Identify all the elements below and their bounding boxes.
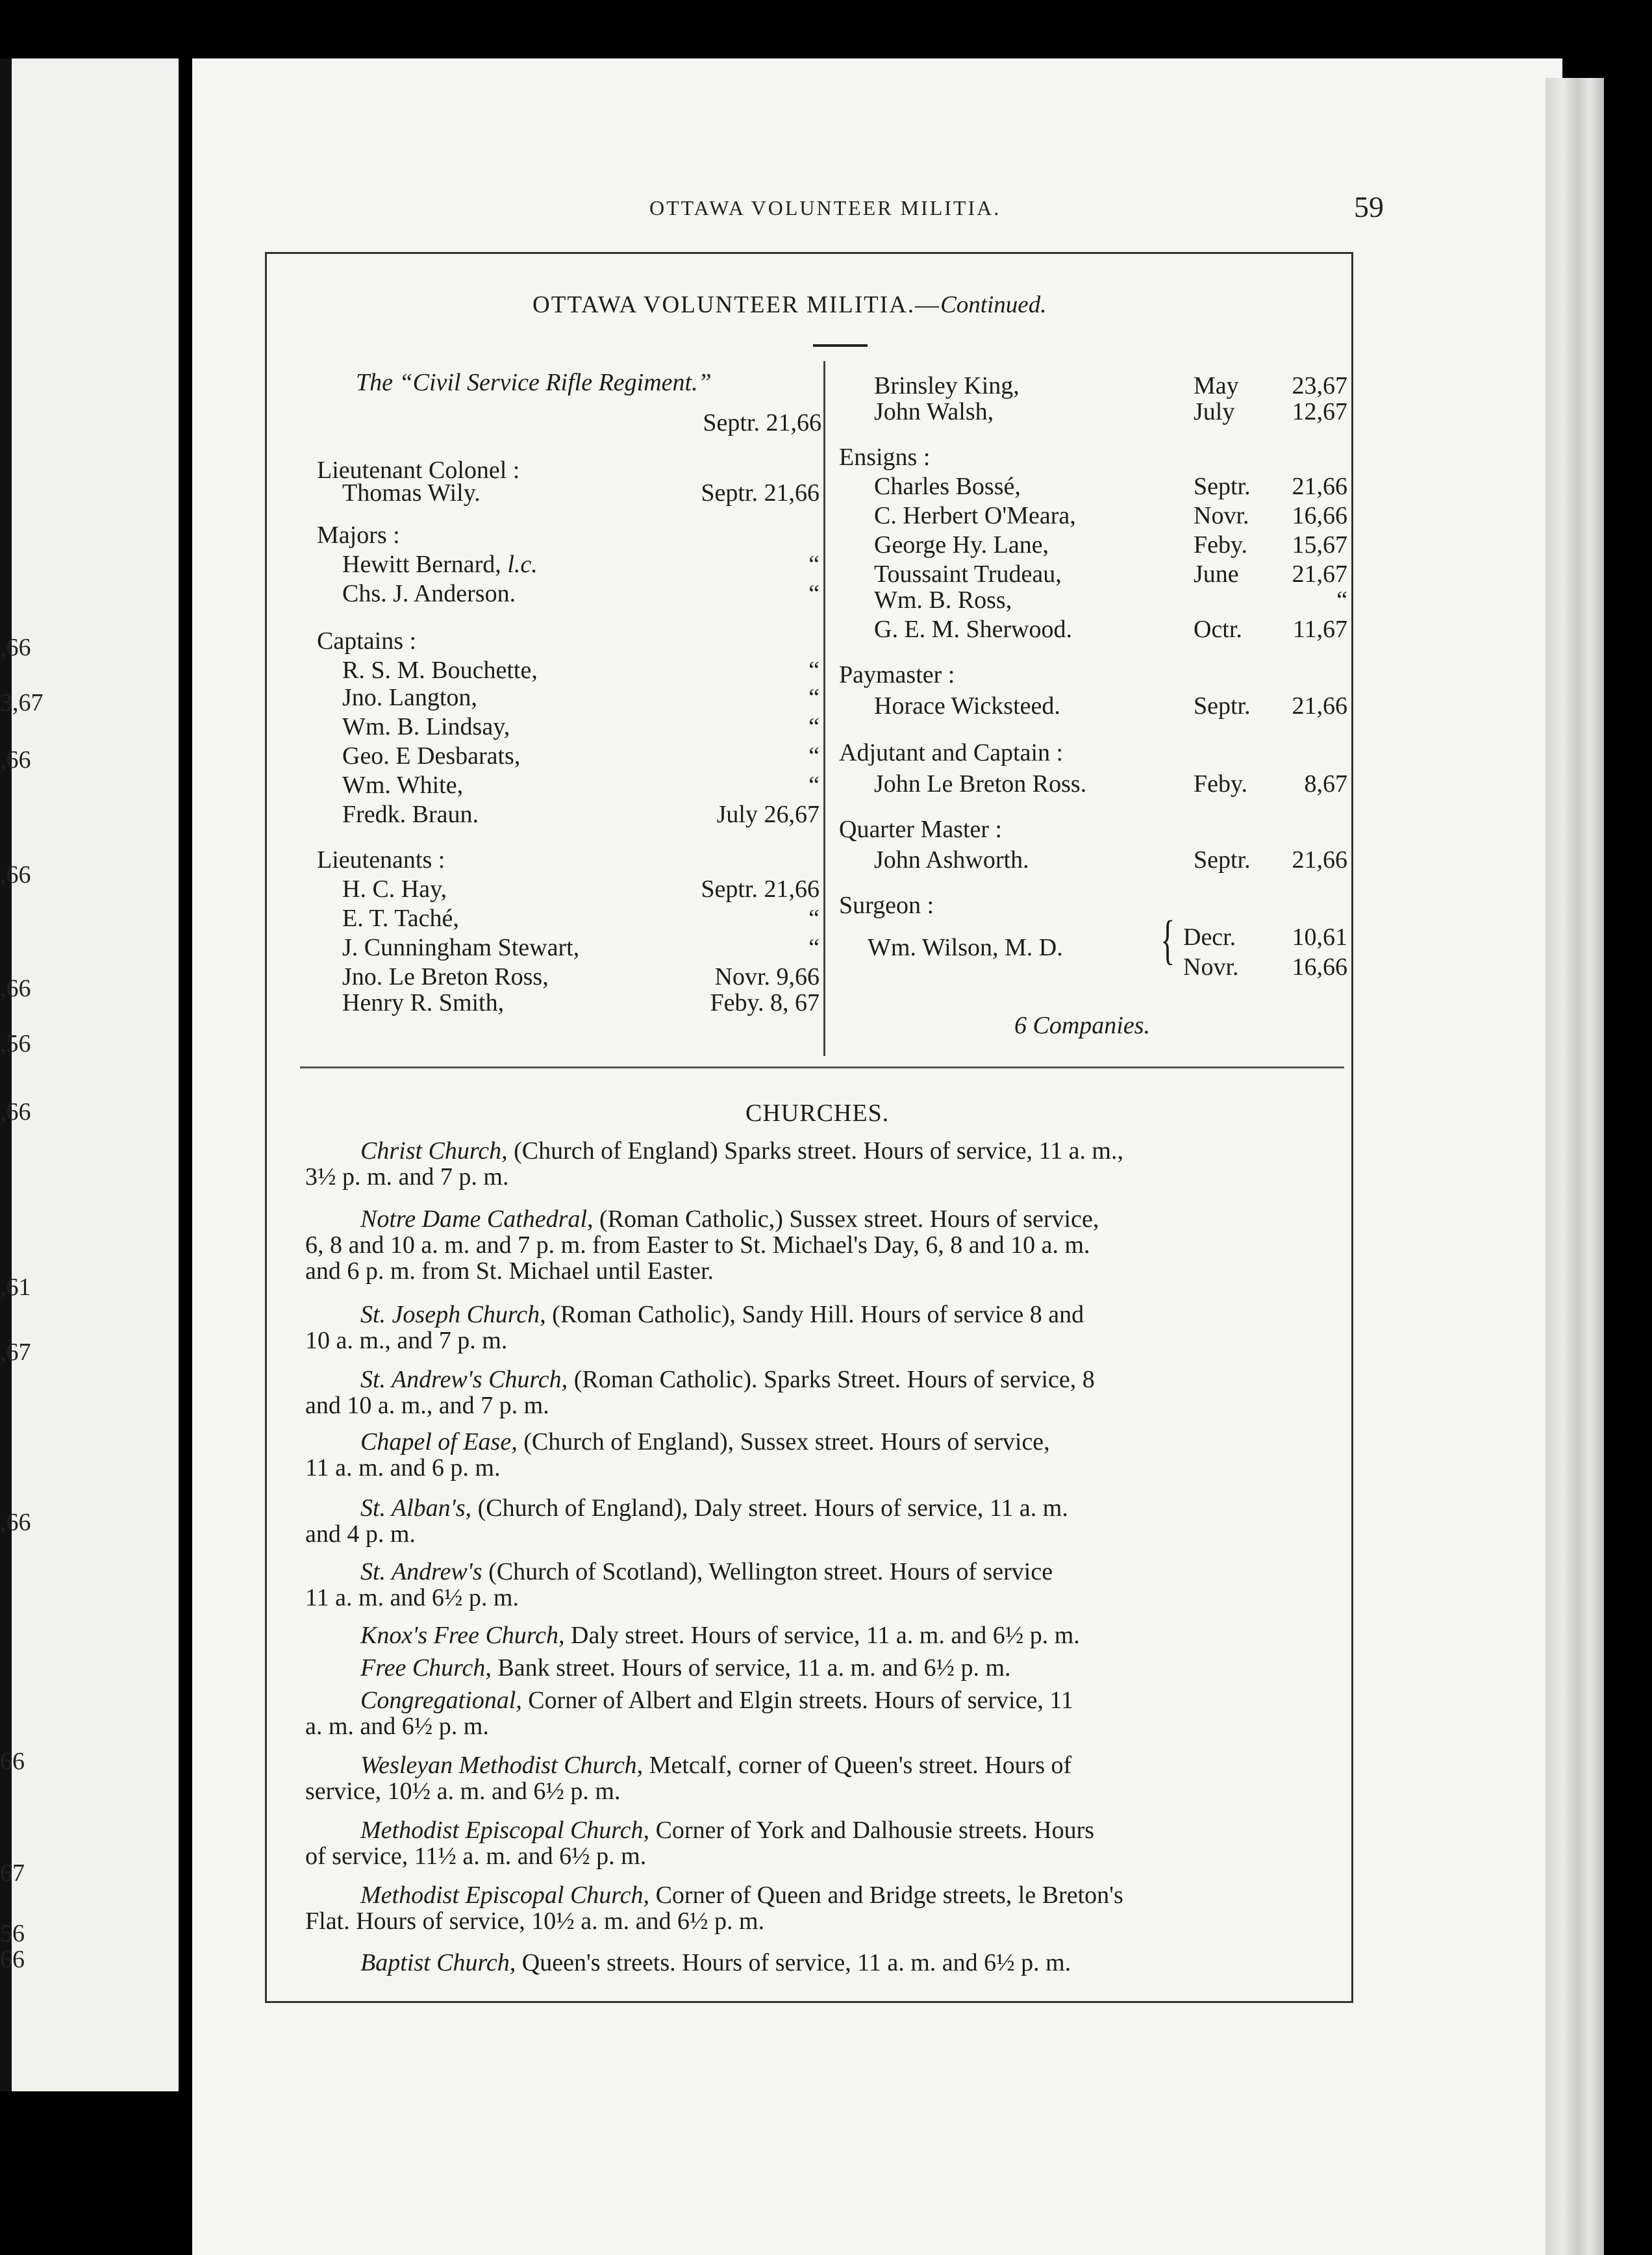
church-name: Free Church, xyxy=(360,1654,492,1682)
officer-name: Toussaint Trudeau, xyxy=(874,561,1062,588)
brace-glyph: { xyxy=(1160,910,1175,970)
regiment-date: Septr. 21,66 xyxy=(703,409,821,436)
officer-name: Horace Wicksteed. xyxy=(874,692,1060,720)
officer-date-day: 15,67 xyxy=(1292,531,1347,559)
church-entry-line xyxy=(360,1654,1011,1682)
church-entry-line xyxy=(360,1428,1050,1456)
rank-heading: Captains : xyxy=(317,627,417,655)
officer-date-day: 21,67 xyxy=(1292,561,1347,588)
page-edges xyxy=(1546,78,1604,2255)
officer-date-day: “ xyxy=(1336,586,1347,614)
church-details: Daly street. Hours of service, 11 a. m. and 6½ p. m. xyxy=(564,1622,1080,1649)
church-entry-line xyxy=(360,1300,1084,1329)
church-details: (Church of Scotland), Wellington street. Hours of service xyxy=(482,1558,1053,1585)
officer-date: Septr. 21,66 xyxy=(701,876,820,903)
officer-name xyxy=(342,581,516,606)
church-entry-line xyxy=(360,1751,1071,1780)
officer-name-text: Henry R. Smith, xyxy=(342,989,505,1016)
church-name: Baptist Church, xyxy=(360,1949,516,1976)
left-page-fragment-text: 67 xyxy=(0,1859,25,1887)
officer-name xyxy=(342,658,538,683)
left-page-fragment-text: ,66 xyxy=(0,975,31,1002)
officer-date: Novr. 9,66 xyxy=(714,963,820,990)
church-entry-line xyxy=(360,1881,1123,1909)
title-rule xyxy=(813,344,868,347)
officer-date-day: 12,67 xyxy=(1292,398,1347,425)
officer-name xyxy=(342,685,477,710)
officer-name: C. Herbert O'Meara, xyxy=(874,502,1076,529)
church-entry-line: 11 a. m. and 6 p. m. xyxy=(305,1454,501,1481)
officer-name xyxy=(342,744,520,768)
church-details: Metcalf, corner of Queen's street. Hours of xyxy=(643,1752,1072,1779)
church-entry-line: of service, 11½ a. m. and 6½ p. m. xyxy=(305,1843,647,1870)
officer-name-suffix: l.c. xyxy=(507,551,538,578)
church-name: Christ Church, xyxy=(360,1137,508,1165)
officer-date-day: 21,66 xyxy=(1292,846,1347,874)
officer-date-day: 23,67 xyxy=(1292,372,1347,399)
left-page-fragment-text: 66 xyxy=(0,1946,25,1973)
officer-date-month: July xyxy=(1194,398,1235,425)
officer-name: John Le Breton Ross. xyxy=(874,770,1087,798)
church-entry-line: and 4 p. m. xyxy=(305,1520,416,1548)
left-page-dark-edge xyxy=(0,58,12,2091)
church-entry-line: 10 a. m., and 7 p. m. xyxy=(305,1327,508,1354)
church-entry-line: 3½ p. m. and 7 p. m. xyxy=(305,1163,509,1190)
church-entry-line: a. m. and 6½ p. m. xyxy=(305,1713,489,1740)
church-details: Corner of Albert and Elgin streets. Hours of service, 11 xyxy=(521,1687,1073,1714)
church-name: Knox's Free Church, xyxy=(360,1622,565,1649)
church-entry-line xyxy=(360,1948,1071,1977)
church-entry-line: Flat. Hours of service, 10½ a. m. and 6½ p. m. xyxy=(305,1908,765,1935)
officer-date-month: May xyxy=(1194,372,1239,399)
church-entry-line xyxy=(360,1137,1123,1165)
church-details: Corner of Queen and Bridge streets, le Breton's xyxy=(649,1882,1123,1909)
officer-name xyxy=(342,714,510,739)
church-entry-line: 6, 8 and 10 a. m. and 7 p. m. from Easter to St. Michael's Day, 6, 8 and 10 a. m. xyxy=(305,1231,1090,1259)
officer-name: Wm. B. Ross, xyxy=(874,586,1012,614)
officer-name xyxy=(342,773,463,798)
officer-name: Brinsley King, xyxy=(874,372,1020,399)
church-details: Bank street. Hours of service, 11 a. m. and 6½ p. m. xyxy=(491,1654,1011,1682)
officer-name xyxy=(342,877,447,901)
officer-date-day: 10,61 xyxy=(1292,924,1347,951)
officer-date-day: 16,66 xyxy=(1292,502,1347,529)
officer-date: Feby. 8, 67 xyxy=(710,989,820,1016)
officer-name-text: Jno. Langton, xyxy=(342,684,477,711)
church-details: Queen's streets. Hours of service, 11 a. m. and 6½ p. m. xyxy=(516,1949,1071,1976)
church-name: St. Andrew's Church, xyxy=(360,1366,568,1393)
officer-date: “ xyxy=(808,905,820,932)
church-details: Corner of York and Dalhousie streets. Hours xyxy=(649,1817,1095,1844)
officer-name xyxy=(342,802,479,827)
section-title xyxy=(532,291,1046,319)
officer-name-text: Hewitt Bernard, xyxy=(342,551,501,578)
officer-name xyxy=(342,552,538,577)
church-name: Methodist Episcopal Church, xyxy=(360,1882,650,1909)
rank-heading: Paymaster : xyxy=(839,661,955,688)
officer-date: “ xyxy=(808,772,820,799)
church-entry-line xyxy=(360,1816,1094,1845)
officer-name xyxy=(342,990,504,1015)
officer-name-text: Wm. B. Lindsay, xyxy=(342,713,510,740)
officer-name-text: Chs. J. Anderson. xyxy=(342,580,516,607)
officer-date-month: Feby. xyxy=(1194,770,1248,798)
left-page-fragment xyxy=(0,58,181,2091)
officer-name: Wm. Wilson, M. D. xyxy=(868,934,1063,961)
church-entry-line xyxy=(360,1494,1068,1522)
church-entry-line xyxy=(360,1557,1053,1586)
officer-name: John Ashworth. xyxy=(874,846,1029,874)
rank-heading: Quarter Master : xyxy=(839,816,1003,843)
officer-date-month: Novr. xyxy=(1183,953,1239,981)
church-name: Methodist Episcopal Church, xyxy=(360,1817,650,1844)
church-name: St. Joseph Church, xyxy=(360,1301,546,1328)
section-title-main: OTTAWA VOLUNTEER MILITIA.— xyxy=(532,292,941,318)
officer-date-day: 21,66 xyxy=(1292,473,1347,500)
officer-name: George Hy. Lane, xyxy=(874,531,1049,559)
churches-heading: CHURCHES. xyxy=(745,1100,890,1127)
officer-name xyxy=(342,964,549,989)
officer-date: “ xyxy=(808,580,820,607)
officer-name-text: J. Cunningham Stewart, xyxy=(342,934,580,961)
officer-name-text: Fredk. Braun. xyxy=(342,801,479,828)
officer-date-month: Feby. xyxy=(1194,531,1248,559)
officer-name xyxy=(342,481,481,505)
officer-date-month: Decr. xyxy=(1183,924,1236,951)
church-details: (Church of England), Daly street. Hours of service, 11 a. m. xyxy=(471,1494,1068,1522)
left-page-fragment-text: ,66 xyxy=(0,1509,31,1536)
officer-date-month: June xyxy=(1194,561,1239,588)
church-name: Notre Dame Cathedral, xyxy=(360,1205,594,1233)
church-details: (Church of England), Sussex street. Hours of service, xyxy=(517,1428,1050,1455)
officer-name-text: Jno. Le Breton Ross, xyxy=(342,963,549,990)
section-title-continued: Continued. xyxy=(940,292,1047,318)
church-name: St. Alban's, xyxy=(360,1494,472,1522)
officer-name xyxy=(342,906,459,931)
church-name: Congregational, xyxy=(360,1687,522,1714)
left-page-fragment-text: ,56 xyxy=(0,1030,31,1057)
church-entry-line xyxy=(360,1686,1073,1715)
rank-heading: Adjutant and Captain : xyxy=(839,739,1064,766)
officer-name-text: R. S. M. Bouchette, xyxy=(342,657,538,684)
church-entry-line: 11 a. m. and 6½ p. m. xyxy=(305,1584,519,1611)
rank-heading: Surgeon : xyxy=(839,892,934,919)
church-entry-line: and 6 p. m. from St. Michael until Easter. xyxy=(305,1257,714,1285)
rank-heading: Lieutenant Colonel : xyxy=(317,457,520,484)
church-name: Chapel of Ease, xyxy=(360,1428,518,1455)
church-entry-line xyxy=(360,1205,1099,1233)
companies-note: 6 Companies. xyxy=(1014,1012,1150,1039)
officer-date: July 26,67 xyxy=(716,801,820,828)
column-divider xyxy=(823,361,825,1056)
officer-date-month: Novr. xyxy=(1194,502,1249,529)
officer-date: Septr. 21,66 xyxy=(701,479,820,507)
running-head: OTTAWA VOLUNTEER MILITIA. xyxy=(649,196,1001,220)
left-page-fragment-text: 56 xyxy=(0,1920,25,1947)
left-page-fragment-text: ,66 xyxy=(0,1098,31,1126)
officer-name-text: Thomas Wily. xyxy=(342,479,481,507)
officer-date: “ xyxy=(808,934,820,961)
officer-name xyxy=(342,935,579,960)
officer-date-month: Septr. xyxy=(1194,692,1251,720)
church-details: (Church of England) Sparks street. Hours of service, 11 a. m., xyxy=(507,1137,1123,1165)
left-page-fragment-text: 66 xyxy=(0,1748,25,1775)
rank-heading: Majors : xyxy=(317,522,400,549)
church-name: Wesleyan Methodist Church, xyxy=(360,1752,644,1779)
officer-date-day: 16,66 xyxy=(1292,953,1347,981)
left-page-fragment-text: 3,67 xyxy=(0,689,44,716)
church-entry-line: and 10 a. m., and 7 p. m. xyxy=(305,1392,549,1419)
officer-date-month: Septr. xyxy=(1194,473,1251,500)
officer-date: “ xyxy=(808,551,820,578)
officer-name: Charles Bossé, xyxy=(874,473,1021,500)
officer-date: “ xyxy=(808,657,820,684)
officer-date: “ xyxy=(808,713,820,740)
left-page-fragment-text: ,67 xyxy=(0,1339,31,1366)
officer-name: G. E. M. Sherwood. xyxy=(874,616,1073,643)
officer-date: “ xyxy=(808,742,820,770)
rank-heading: Lieutenants : xyxy=(317,846,445,874)
officer-date-day: 21,66 xyxy=(1292,692,1347,720)
officer-date-month: Septr. xyxy=(1194,846,1251,874)
officer-name-text: Geo. E Desbarats, xyxy=(342,742,521,770)
church-entry-line: service, 10½ a. m. and 6½ p. m. xyxy=(305,1778,621,1805)
officer-name-text: E. T. Taché, xyxy=(342,905,459,932)
left-page-fragment-text: ,66 xyxy=(0,634,31,661)
church-name: St. Andrew's xyxy=(360,1558,482,1585)
officer-date: “ xyxy=(808,684,820,711)
church-details: (Roman Catholic), Sandy Hill. Hours of service 8 and xyxy=(545,1301,1084,1328)
officer-name-text: Wm. White, xyxy=(342,772,464,799)
church-details: (Roman Catholic,) Sussex street. Hours of service, xyxy=(593,1205,1099,1233)
section-divider xyxy=(300,1066,1344,1068)
officer-name-text: H. C. Hay, xyxy=(342,876,447,903)
church-details: (Roman Catholic). Sparks Street. Hours of service, 8 xyxy=(568,1366,1095,1393)
officer-date-day: 8,67 xyxy=(1304,770,1347,798)
left-page-fragment-text: ,66 xyxy=(0,861,31,888)
officer-name: John Walsh, xyxy=(874,398,994,425)
rank-heading: Ensigns : xyxy=(839,444,931,471)
officer-date-month: Octr. xyxy=(1194,616,1242,643)
regiment-name: The “Civil Service Rifle Regiment.” xyxy=(356,369,712,396)
church-entry-line xyxy=(360,1365,1095,1394)
officer-date-day: 11,67 xyxy=(1292,616,1347,643)
left-page-fragment-text: ,61 xyxy=(0,1274,31,1301)
church-entry-line xyxy=(360,1621,1080,1650)
left-page-fragment-text: ,66 xyxy=(0,746,31,774)
page-number: 59 xyxy=(1354,190,1384,223)
